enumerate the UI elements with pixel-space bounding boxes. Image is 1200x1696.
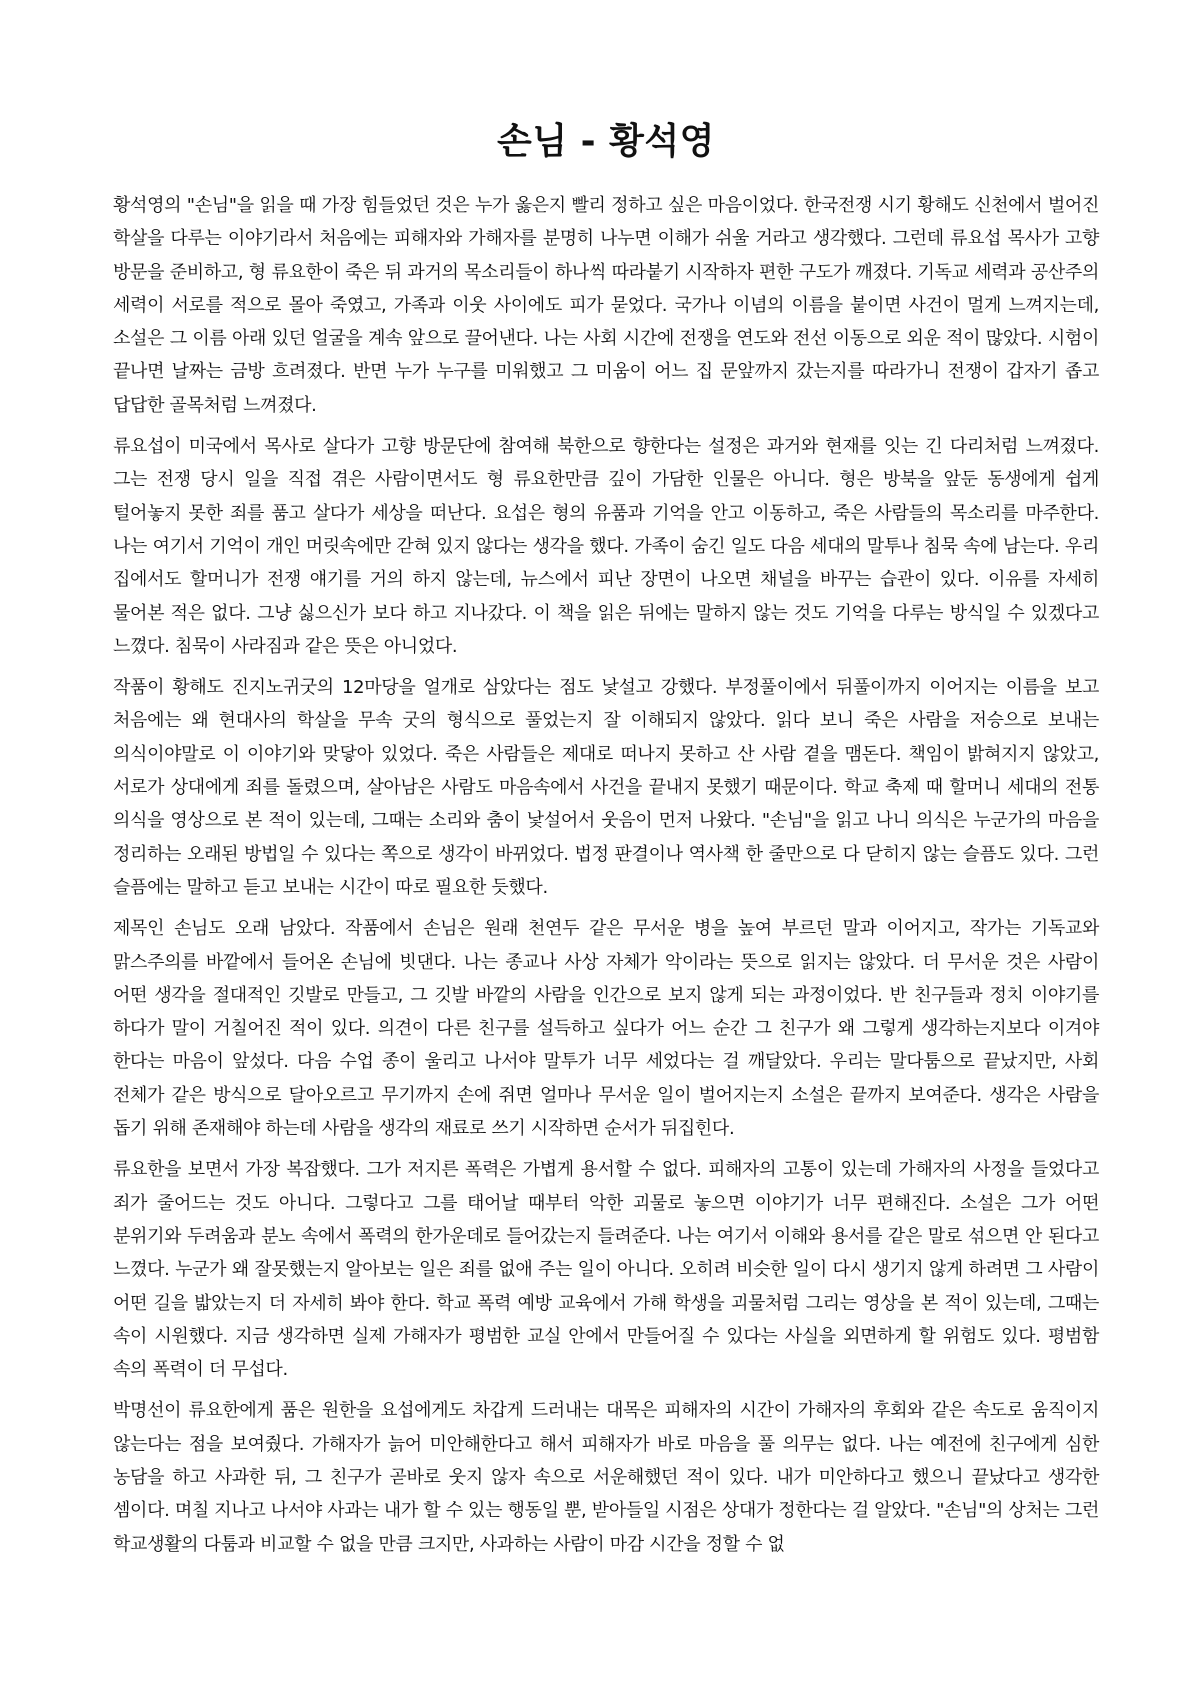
document-title: 손님 - 황석영	[497, 121, 715, 162]
paragraph: 류요섭이 미국에서 목사로 살다가 고향 방문단에 참여해 북한으로 향한다는 설정은 과거와 현재를 잇는 긴 다리처럼 느껴졌다. 그는 전쟁 당시 일을 직접 겪은 사람이면서도 형 류요한만큼 깊이 가담한 인물은 아니다. 형은 방북을 앞둔 동생에게 쉽게 털어놓지 못한 죄를 품고 살다가 세상을 떠난다. 요섭은 형의 유품과 기억을 안고 이동하고, 죽은 사람들의 목소리를 마주한다. 나는 여기서 기억이 개인 머릿속에만 갇혀 있지 않다는 생각을 했다. 가족이 숨긴 일도 다음 세대의 말투나 침묵 속에 남는다. 우리 집에서도 할머니가 전쟁 얘기를 거의 하지 않는데, 뉴스에서 피난 장면이 나오면 채널을 바꾸는 습관이 있다. 이유를 자세히 물어본 적은 없다. 그냥 싫으신가 보다 하고 지나갔다. 이 책을 읽은 뒤에는 말하지 않는 것도 기억을 다루는 방식일 수 있겠다고 느꼈다. 침묵이 사라짐과 같은 뜻은 아니었다.	[113, 436, 1099, 657]
paragraph: 작품이 황해도 진지노귀굿의 12마당을 얼개로 삼았다는 점도 낯설고 강했다. 부정풀이에서 뒤풀이까지 이어지는 이름을 보고 처음에는 왜 현대사의 학살을 무속 굿의 형식으로 풀었는지 잘 이해되지 않았다. 읽다 보니 죽은 사람을 저승으로 보내는 의식이야말로 이 이야기와 맞닿아 있었다. 죽은 사람들은 제대로 떠나지 못하고 산 사람 곁을 맴돈다. 책임이 밝혀지지 않았고, 서로가 상대에게 죄를 돌렸으며, 살아남은 사람도 마음속에서 사건을 끝내지 못했기 때문이다. 학교 축제 때 할머니 세대의 전통 의식을 영상으로 본 적이 있는데, 그때는 소리와 춤이 낯설어서 웃음이 먼저 나왔다. "손님"을 읽고 나니 의식은 누군가의 마음을 정리하는 오래된 방법일 수 있다는 쪽으로 생각이 바뀌었다. 법정 판결이나 역사책 한 줄만으로 다 닫히지 않는 슬픔도 있다. 그런 슬픔에는 말하고 듣고 보내는 시간이 따로 필요한 듯했다.	[113, 677, 1099, 898]
essay-body	[113, 189, 1099, 1561]
paragraph: 박명선이 류요한에게 품은 원한을 요섭에게도 차갑게 드러내는 대목은 피해자의 시간이 가해자의 후회와 같은 속도로 움직이지 않는다는 점을 보여줬다. 가해자가 늙어 미안해한다고 해서 피해자가 바로 마음을 풀 의무는 없다. 나는 예전에 친구에게 심한 농담을 하고 사과한 뒤, 그 친구가 곧바로 웃지 않자 속으로 서운해했던 적이 있다. 내가 미안하다고 했으니 끝났다고 생각한 셈이다. 며칠 지나고 나서야 사과는 내가 할 수 있는 행동일 뿐, 받아들일 시점은 상대가 정한다는 걸 알았다. "손님"의 상처는 그런 학교생활의 다툼과 비교할 수 없을 만큼 크지만, 사과하는 사람이 마감 시간을 정할 수 없	[113, 1400, 1099, 1555]
paragraph: 황석영의 "손님"을 읽을 때 가장 힘들었던 것은 누가 옳은지 빨리 정하고 싶은 마음이었다. 한국전쟁 시기 황해도 신천에서 벌어진 학살을 다루는 이야기라서 처음에는 피해자와 가해자를 분명히 나누면 이해가 쉬울 거라고 생각했다. 그런데 류요섭 목사가 고향 방문을 준비하고, 형 류요한이 죽은 뒤 과거의 목소리들이 하나씩 따라붙기 시작하자 편한 구도가 깨졌다. 기독교 세력과 공산주의 세력이 서로를 적으로 몰아 죽였고, 가족과 이웃 사이에도 피가 묻었다. 국가나 이념의 이름을 붙이면 사건이 멀게 느껴지는데, 소설은 그 이름 아래 있던 얼굴을 계속 앞으로 끌어낸다. 나는 사회 시간에 전쟁을 연도와 전선 이동으로 외운 적이 많았다. 시험이 끝나면 날짜는 금방 흐려졌다. 반면 누가 누구를 미워했고 그 미움이 어느 집 문앞까지 갔는지를 따라가니 전쟁이 갑자기 좁고 답답한 골목처럼 느껴졌다.	[113, 195, 1099, 416]
paragraph: 제목인 손님도 오래 남았다. 작품에서 손님은 원래 천연두 같은 무서운 병을 높여 부르던 말과 이어지고, 작가는 기독교와 맑스주의를 바깥에서 들어온 손님에 빗댄다. 나는 종교나 사상 자체가 악이라는 뜻으로 읽지는 않았다. 더 무서운 것은 사람이 어떤 생각을 절대적인 깃발로 만들고, 그 깃발 바깥의 사람을 인간으로 보지 않게 되는 과정이었다. 반 친구들과 정치 이야기를 하다가 말이 거칠어진 적이 있다. 의견이 다른 친구를 설득하고 싶다가 어느 순간 그 친구가 왜 그렇게 생각하는지보다 이겨야 한다는 마음이 앞섰다. 다음 수업 종이 울리고 나서야 말투가 너무 세었다는 걸 깨달았다. 우리는 말다툼으로 끝났지만, 사회 전체가 같은 방식으로 달아오르고 무기까지 손에 쥐면 얼마나 무서운 일이 벌어지는지 소설은 끝까지 보여준다. 생각은 사람을 돕기 위해 존재해야 하는데 사람을 생각의 재료로 쓰기 시작하면 순서가 뒤집힌다.	[113, 918, 1099, 1140]
paragraph: 류요한을 보면서 가장 복잡했다. 그가 저지른 폭력은 가볍게 용서할 수 없다. 피해자의 고통이 있는데 가해자의 사정을 들었다고 죄가 줄어드는 것도 아니다. 그렇다고 그를 태어날 때부터 악한 괴물로 놓으면 이야기가 너무 편해진다. 소설은 그가 어떤 분위기와 두려움과 분노 속에서 폭력의 한가운데로 들어갔는지 들려준다. 나는 여기서 이해와 용서를 같은 말로 섞으면 안 된다고 느꼈다. 누군가 왜 잘못했는지 알아보는 일은 죄를 없애 주는 일이 아니다. 오히려 비슷한 일이 다시 생기지 않게 하려면 그 사람이 어떤 길을 밟았는지 더 자세히 봐야 한다. 학교 폭력 예방 교육에서 가해 학생을 괴물처럼 그리는 영상을 본 적이 있는데, 그때는 속이 시원했다. 지금 생각하면 실제 가해자가 평범한 교실 안에서 만들어질 수 있다는 사실을 외면하게 할 위험도 있다. 평범함 속의 폭력이 더 무섭다.	[113, 1159, 1099, 1381]
